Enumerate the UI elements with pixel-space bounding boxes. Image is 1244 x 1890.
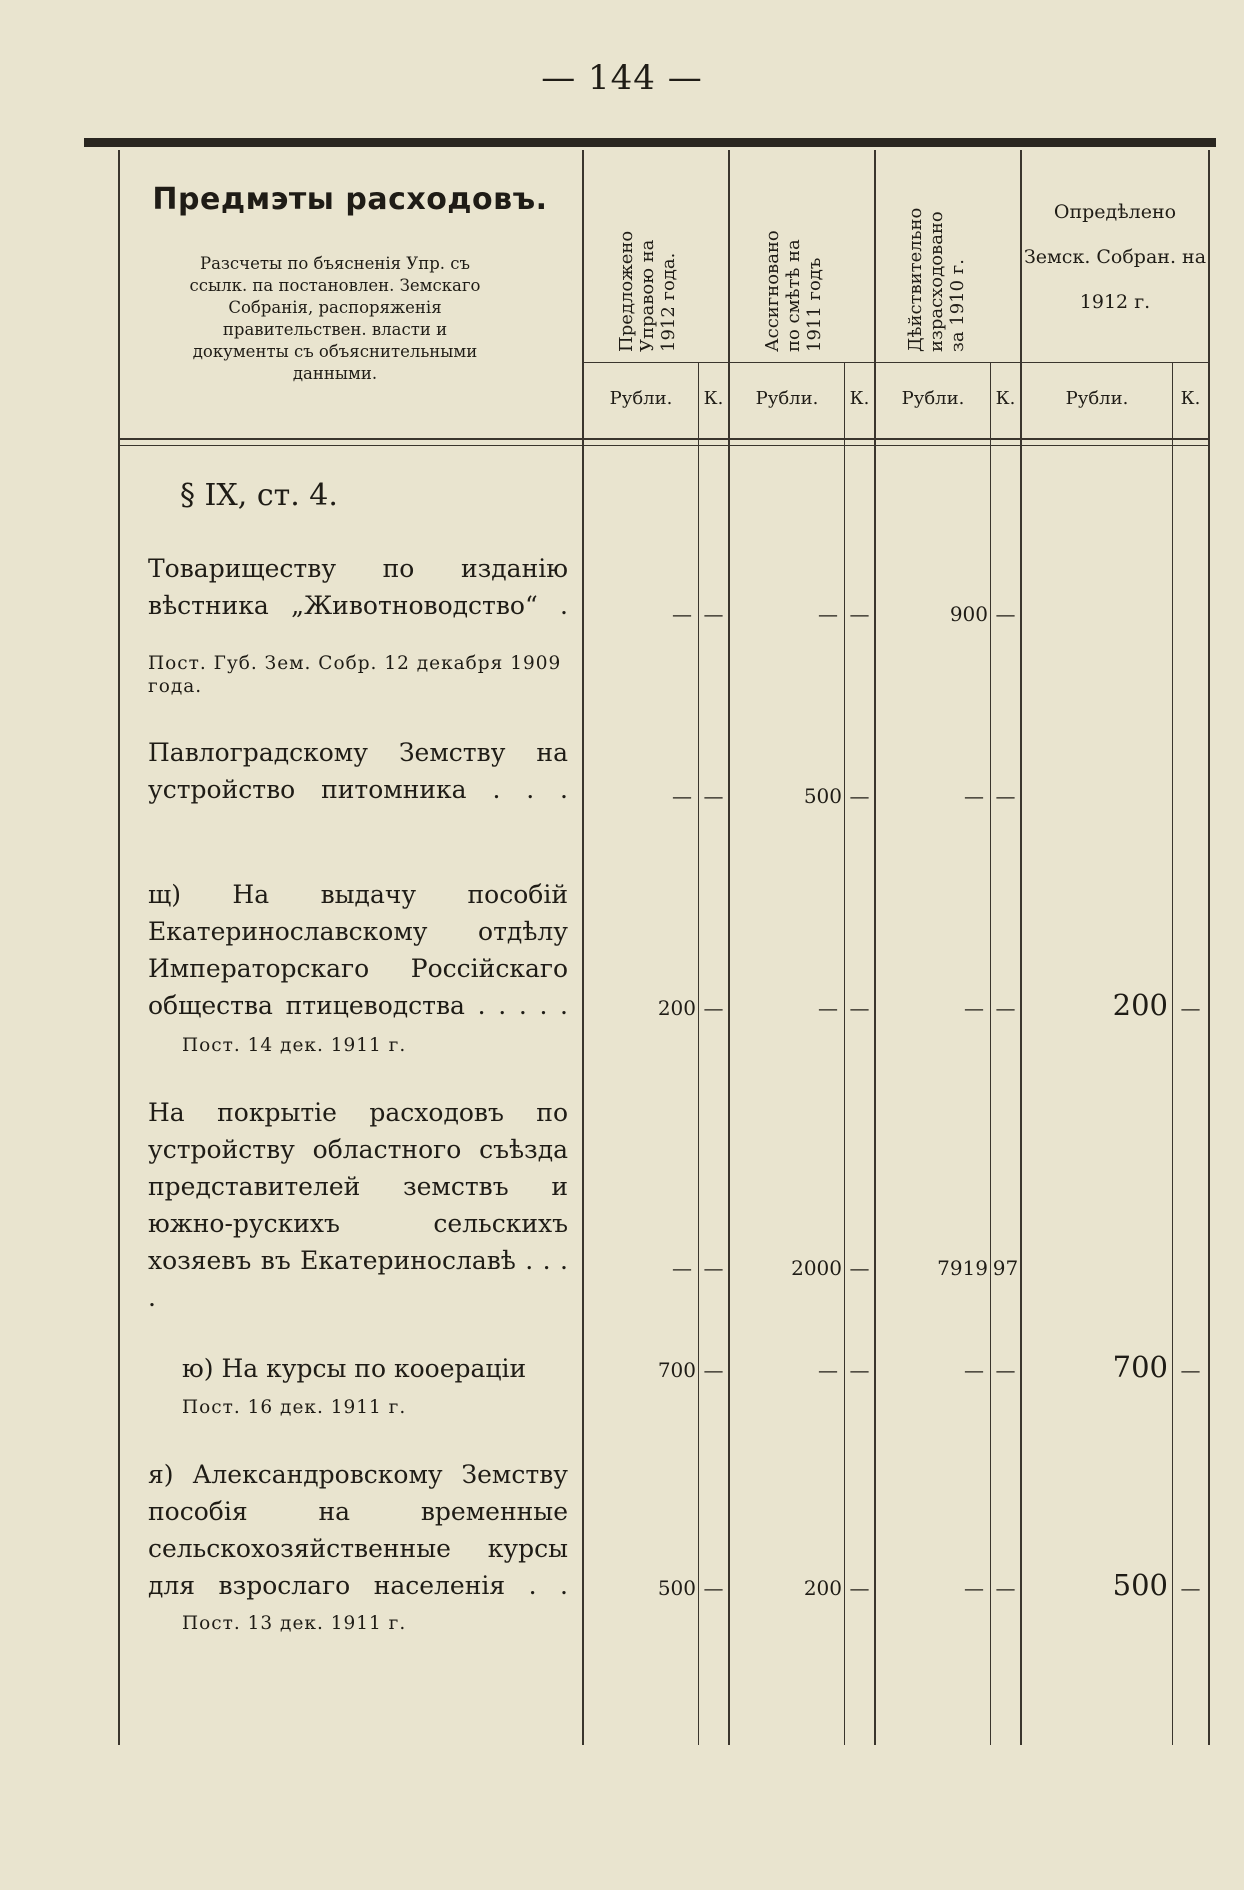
- row-3-spent-k: —: [995, 996, 1016, 1020]
- row-3-ref: Пост. 14 дек. 1911 г.: [182, 1035, 407, 1056]
- row-1-assigned: —: [818, 602, 838, 626]
- row-6-assigned-k: —: [849, 1576, 870, 1600]
- row-6-proposed: 500: [657, 1576, 696, 1600]
- row-1-spent-k: —: [995, 602, 1016, 626]
- row-3-assigned-k: —: [849, 996, 870, 1020]
- row-2-spent: —: [964, 784, 984, 808]
- kop-label-2: К.: [849, 388, 870, 409]
- row-2-proposed-k: —: [703, 784, 724, 808]
- row-3-spent: —: [964, 996, 984, 1020]
- row-5-text: ю) На курсы по кооераціи: [182, 1354, 527, 1383]
- header-description: Разсчеты по бъясненія Упр. съ ссылк. па постановлен. Земскаго Собранія, распоряженія правительствен. власти и документы съ объяснительными данными.: [189, 254, 481, 383]
- rub-label-1: Рубли.: [609, 388, 673, 409]
- row-6-determined: 500: [1112, 1568, 1168, 1602]
- row-5-spent: —: [964, 1358, 984, 1382]
- row-4-spent-k: 97: [992, 1256, 1019, 1280]
- kop-label-1: К.: [703, 388, 724, 409]
- rub-label-3: Рубли.: [901, 388, 965, 409]
- kop-label-3: К.: [995, 388, 1016, 409]
- row-4-proposed: —: [672, 1256, 692, 1280]
- top-rule: [84, 138, 1216, 147]
- row-2-spent-k: —: [995, 784, 1016, 808]
- row-2-assigned-k: —: [849, 784, 870, 808]
- row-5-assigned: —: [818, 1358, 838, 1382]
- header-title: Предмэты расходовъ.: [152, 182, 548, 217]
- row-5-determined-k: —: [1180, 1358, 1201, 1382]
- row-3-determined: 200: [1112, 988, 1168, 1022]
- row-3-determined-k: —: [1180, 996, 1201, 1020]
- row-6-text: я) Александровскому Земству пособія на временные сельскохозяйственные курсы для взрослаго населенія . .: [148, 1460, 568, 1600]
- row-1-text: Товариществу по изданію вѣстника „Животноводство“ .: [148, 554, 568, 620]
- kop-label-4: К.: [1180, 388, 1201, 409]
- row-5-proposed: 700: [657, 1358, 696, 1382]
- row-1-ref: Пост. Губ. Зем. Собр. 12 декабря 1909 года.: [148, 653, 562, 697]
- row-6-spent: —: [964, 1576, 984, 1600]
- row-3-assigned: —: [818, 996, 838, 1020]
- row-4-proposed-k: —: [703, 1256, 724, 1280]
- row-5-proposed-k: —: [703, 1358, 724, 1382]
- section-title: § IX, ст. 4.: [180, 478, 338, 513]
- row-1-assigned-k: —: [849, 602, 870, 626]
- row-5-assigned-k: —: [849, 1358, 870, 1382]
- row-3-proposed-k: —: [703, 996, 724, 1020]
- row-3-proposed: 200: [657, 996, 696, 1020]
- row-1-spent: 900: [949, 602, 988, 626]
- row-5-ref: Пост. 16 дек. 1911 г.: [182, 1397, 407, 1418]
- page-number: — 144 —: [541, 58, 703, 98]
- row-6-proposed-k: —: [703, 1576, 724, 1600]
- rub-label-2: Рубли.: [755, 388, 819, 409]
- row-6-determined-k: —: [1180, 1576, 1201, 1600]
- row-2-proposed: —: [672, 784, 692, 808]
- row-2-text: Павлоградскому Земству на устройство питомника . . .: [148, 738, 568, 804]
- row-3-text: щ) На выдачу пособій Екатеринославскому отдѣлу Императорскаго Россійскаго общества птицеводства . . . . .: [148, 880, 568, 1020]
- row-4-assigned-k: —: [849, 1256, 870, 1280]
- row-1-proposed: —: [672, 602, 692, 626]
- row-6-ref: Пост. 13 дек. 1911 г.: [182, 1613, 407, 1634]
- rub-label-4: Рубли.: [1065, 388, 1129, 409]
- row-6-assigned: 200: [803, 1576, 842, 1600]
- row-4-assigned: 2000: [791, 1256, 842, 1280]
- col-determined-header: Опредѣлено Земск. Собран. на 1912 г.: [1023, 201, 1207, 313]
- row-4-spent: 7919: [937, 1256, 988, 1280]
- row-2-assigned: 500: [803, 784, 842, 808]
- row-5-determined: 700: [1112, 1350, 1168, 1384]
- col-assigned-header: Ассигновано по смѣтѣ на 1911 годъ: [762, 230, 825, 352]
- row-4-text: На покрытіе расходовъ по устройству областного съѣзда представителей земствъ и южно-рускихъ сельскихъ хозяевъ въ Екатеринославѣ . . . .: [148, 1098, 568, 1312]
- col-proposed-header: Предложено Управою на 1912 года.: [616, 230, 679, 352]
- col-spent-header: Дѣйствительно израсходовано за 1910 г.: [905, 207, 968, 352]
- row-6-spent-k: —: [995, 1576, 1016, 1600]
- row-5-spent-k: —: [995, 1358, 1016, 1382]
- row-1-proposed-k: —: [703, 602, 724, 626]
